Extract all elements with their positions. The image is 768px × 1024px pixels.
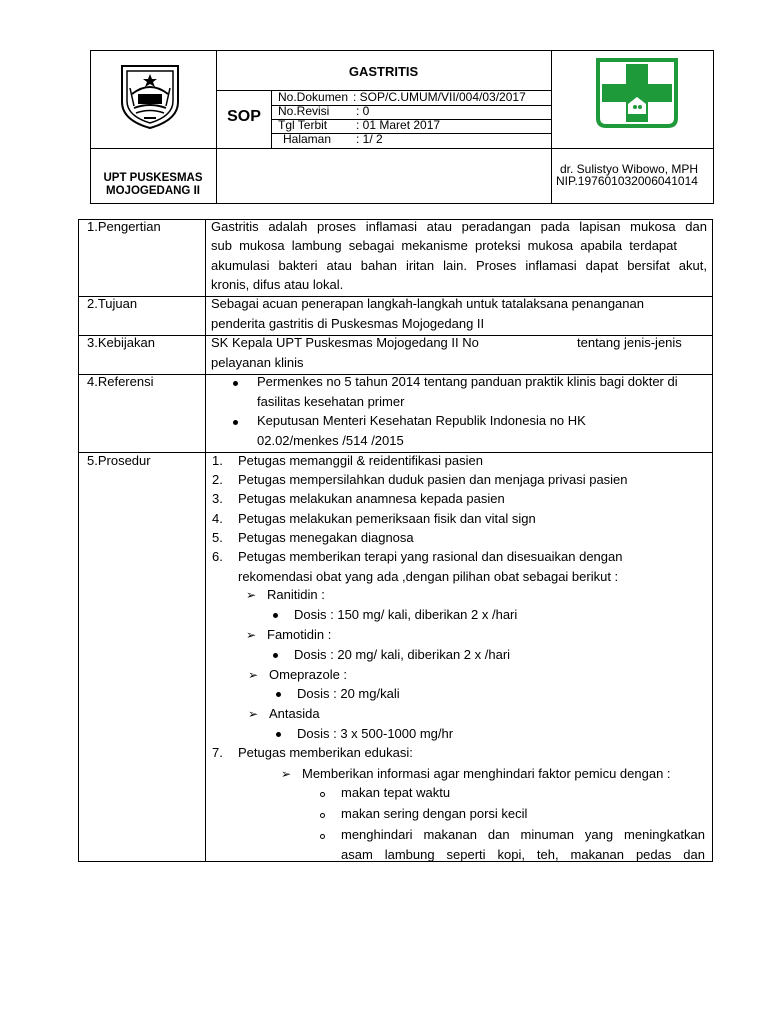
drug-name: Ranitidin :	[267, 587, 325, 602]
step-number: 3.	[212, 491, 223, 506]
doc-row-label: Tgl Terbit	[278, 118, 328, 132]
puskesmas-logo-icon	[588, 56, 686, 130]
step-number: 4.	[212, 511, 223, 526]
page-title: GASTRITIS	[348, 64, 419, 79]
section-text-line: tentang jenis-jenis	[577, 335, 682, 350]
arrow-bullet-icon: ➢	[246, 628, 257, 642]
drug-name: Famotidin :	[267, 627, 332, 642]
section-text-line: Gastritis adalah proses inflamasi atau peradangan pada lapisan mukosa dan	[211, 219, 707, 234]
section-text-line: SK Kepala UPT Puskesmas Mojogedang II No	[211, 335, 479, 350]
circle-bullet-icon	[320, 813, 325, 818]
arrow-bullet-icon: ➢	[246, 588, 257, 602]
section-text-line: sub mukosa lambung sebagai mekanisme proteksi mukosa apabila terdapat	[211, 238, 677, 253]
drug-dose: Dosis : 20 mg/kali	[297, 686, 400, 701]
step-number: 2.	[212, 472, 223, 487]
org-name-line2: MOJOGEDANG II	[106, 185, 200, 197]
doc-row-value: : 01 Maret 2017	[356, 118, 441, 132]
section-label: 3.Kebijakan	[87, 335, 155, 350]
section-text-line: akumulasi bakteri atau bahan iritan lain. Proses inflamasi dapat bersifat akut,	[211, 258, 707, 273]
arrow-bullet-icon: ➢	[248, 707, 259, 721]
step-number: 7.	[212, 745, 223, 760]
arrow-bullet-icon: ➢	[281, 767, 292, 781]
section-label: 5.Prosedur	[87, 453, 151, 468]
section-text-line: penderita gastritis di Puskesmas Mojogedang II	[211, 316, 485, 331]
step-number: 1.	[212, 453, 223, 468]
edu-item-cont: asam lambung seperti kopi, teh, makanan pedas dan	[341, 847, 705, 862]
signer-nip: NIP.197601032006041014	[556, 174, 698, 188]
step-text: Petugas mempersilahkan duduk pasien dan menjaga privasi pasien	[238, 472, 628, 487]
section-label: 4.Referensi	[87, 374, 154, 389]
step-text: Petugas melakukan pemeriksaan fisik dan vital sign	[238, 511, 536, 526]
signer-name: dr. Sulistyo Wibowo, MPH	[560, 162, 699, 176]
step-text: Petugas melakukan anamnesa kepada pasien	[238, 491, 505, 506]
doc-row-value: : 0	[356, 104, 370, 118]
bullet-icon	[273, 613, 278, 618]
regency-emblem-icon	[114, 58, 186, 130]
section-text-line: pelayanan klinis	[211, 355, 304, 370]
edu-item: makan tepat waktu	[341, 785, 451, 800]
section-label: 1.Pengertian	[87, 219, 161, 234]
drug-name: Omeprazole :	[269, 667, 348, 682]
step-text: Petugas memanggil & reidentifikasi pasien	[238, 453, 483, 468]
circle-bullet-icon	[320, 834, 325, 839]
drug-dose: Dosis : 150 mg/ kali, diberikan 2 x /hari	[294, 607, 518, 622]
edu-intro: Memberikan informasi agar menghindari faktor pemicu dengan :	[302, 766, 671, 781]
step-number: 5.	[212, 530, 223, 545]
list-item: Keputusan Menteri Kesehatan Republik Indonesia no HK	[257, 413, 586, 428]
doc-row-value: : SOP/C.UMUM/VII/004/03/2017	[353, 90, 526, 104]
bullet-icon	[276, 692, 281, 697]
doc-row-label: No.Dokumen	[278, 90, 349, 104]
bullet-icon	[276, 732, 281, 737]
arrow-bullet-icon: ➢	[248, 668, 259, 682]
edu-item: menghindari makanan dan minuman yang meningkatkan	[341, 827, 705, 842]
doc-row-label: Halaman	[283, 132, 332, 146]
circle-bullet-icon	[320, 792, 325, 797]
step-text-cont: rekomendasi obat yang ada ,dengan pilihan obat sebagai berikut :	[238, 569, 619, 584]
org-name-line1: UPT PUSKESMAS	[103, 172, 203, 184]
drug-dose: Dosis : 3 x 500-1000 mg/hr	[297, 726, 454, 741]
list-item: Permenkes no 5 tahun 2014 tentang panduan praktik klinis bagi dokter di	[257, 374, 678, 389]
section-text-line: Sebagai acuan penerapan langkah-langkah untuk tatalaksana penanganan	[211, 296, 644, 311]
step-text: Petugas memberikan terapi yang rasional dan disesuaikan dengan	[238, 549, 623, 564]
bullet-icon	[233, 420, 238, 425]
step-text: Petugas menegakan diagnosa	[238, 530, 414, 545]
step-text: Petugas memberikan edukasi:	[238, 745, 413, 760]
bullet-icon	[233, 381, 238, 386]
list-item-cont: 02.02/menkes /514 /2015	[257, 433, 404, 448]
drug-name: Antasida	[269, 706, 320, 721]
doc-row-label: No.Revisi	[278, 104, 330, 118]
doc-row-value: : 1/ 2	[356, 132, 383, 146]
section-label: 2.Tujuan	[87, 296, 138, 311]
list-item-cont: fasilitas kesehatan primer	[257, 394, 405, 409]
bullet-icon	[273, 653, 278, 658]
step-number: 6.	[212, 549, 223, 564]
sop-label: SOP	[227, 108, 261, 125]
section-text-line: kronis, difus atau lokal.	[211, 277, 344, 292]
edu-item: makan sering dengan porsi kecil	[341, 806, 528, 821]
drug-dose: Dosis : 20 mg/ kali, diberikan 2 x /hari	[294, 647, 511, 662]
